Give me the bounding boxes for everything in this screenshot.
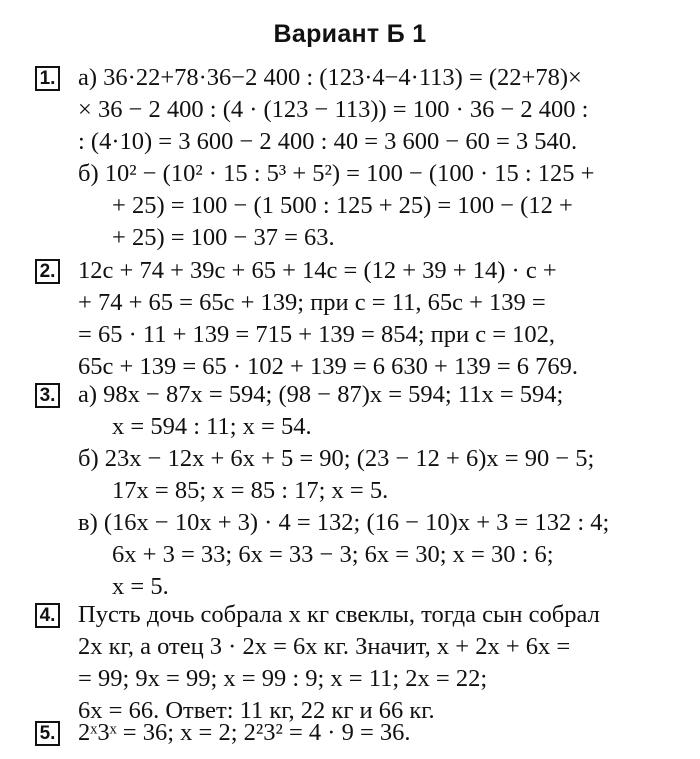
problem-5-number: 5. xyxy=(35,721,60,746)
page-title: Вариант Б 1 xyxy=(273,20,427,48)
problem-1-number: 1. xyxy=(35,66,60,91)
problem-3-line-1: а) 98x − 87x = 594; (98 − 87)x = 594; 11x = 594; xyxy=(78,381,564,408)
problem-2-line-3: = 65 · 11 + 139 = 715 + 139 = 854; при c = 102, xyxy=(78,321,556,348)
problem-3-line-4: 17x = 85; x = 85 : 17; x = 5. xyxy=(112,477,389,504)
problem-1-line-3: : (4·10) = 3 600 − 2 400 : 40 = 3 600 − 60 = 3 540. xyxy=(78,128,578,155)
problem-4-line-1: Пусть дочь собрала x кг свеклы, тогда сын собрал xyxy=(78,601,600,628)
problem-3-line-7: x = 5. xyxy=(112,573,169,600)
problem-2-line-2: + 74 + 65 = 65c + 139; при c = 11, 65c + 139 = xyxy=(78,289,546,316)
problem-1-line-5: + 25) = 100 − (1 500 : 125 + 25) = 100 − (12 + xyxy=(112,192,573,219)
problem-3-number: 3. xyxy=(35,383,60,408)
problem-1-line-1: а) 36·22+78·36−2 400 : (123·4−4·113) = (22+78)× xyxy=(78,64,582,91)
problem-4-number: 4. xyxy=(35,603,60,628)
problem-1-line-6: + 25) = 100 − 37 = 63. xyxy=(112,224,335,251)
problem-2-number: 2. xyxy=(35,259,60,284)
problem-3-line-3: б) 23x − 12x + 6x + 5 = 90; (23 − 12 + 6)x = 90 − 5; xyxy=(78,445,595,472)
problem-1-line-4: б) 10² − (10² · 15 : 5³ + 5²) = 100 − (100 · 15 : 125 + xyxy=(78,160,595,187)
problem-1-line-2: × 36 − 2 400 : (4 · (123 − 113)) = 100 · 36 − 2 400 : xyxy=(78,96,589,123)
problem-5-line-1: 2ˣ3ˣ = 36; x = 2; 2²3² = 4 · 9 = 36. xyxy=(78,719,411,746)
problem-2-line-1: 12c + 74 + 39c + 65 + 14c = (12 + 39 + 14) · c + xyxy=(78,257,557,284)
problem-4-line-3: = 99; 9x = 99; x = 99 : 9; x = 11; 2x = 22; xyxy=(78,665,488,692)
problem-3-line-2: x = 594 : 11; x = 54. xyxy=(112,413,312,440)
problem-4-line-2: 2x кг, а отец 3 · 2x = 6x кг. Значит, x + 2x + 6x = xyxy=(78,633,571,660)
problem-4-line-4: 6x = 66. Ответ: 11 кг, 22 кг и 66 кг. xyxy=(78,697,435,724)
problem-2-line-4: 65c + 139 = 65 · 102 + 139 = 6 630 + 139 = 6 769. xyxy=(78,353,579,380)
problem-3-line-6: 6x + 3 = 33; 6x = 33 − 3; 6x = 30; x = 30 : 6; xyxy=(112,541,554,568)
problem-3-line-5: в) (16x − 10x + 3) · 4 = 132; (16 − 10)x + 3 = 132 : 4; xyxy=(78,509,610,536)
